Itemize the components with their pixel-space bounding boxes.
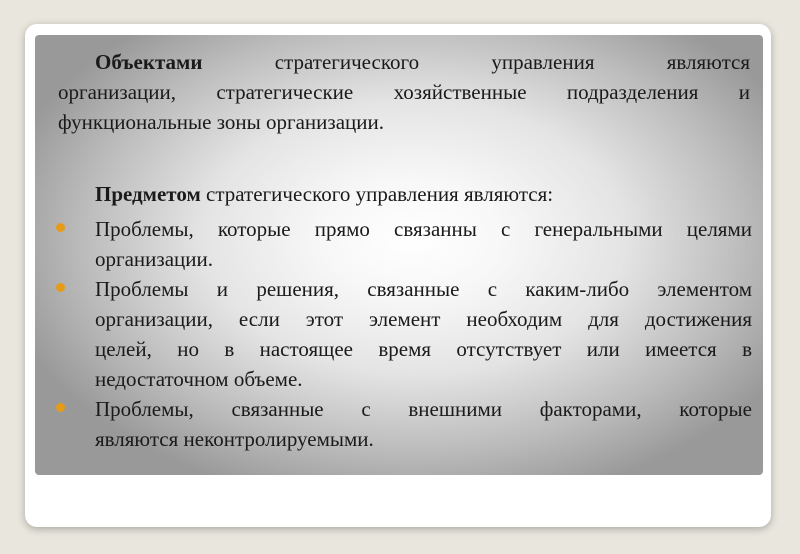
list-item-line: являются неконтролируемыми. <box>95 427 374 451</box>
bullet-list <box>56 214 752 454</box>
list-item-line: Проблемы, связанные с внешними факторами, которые <box>95 397 752 421</box>
list-item <box>56 394 752 454</box>
list-item <box>56 274 752 394</box>
orange-dot-bullet-icon <box>56 223 65 232</box>
objects-paragraph-line-2: организации, стратегические хозяйственные подразделения и <box>58 80 750 104</box>
subject-bold-word: Предметом <box>95 182 201 206</box>
objects-paragraph-line-3: функциональные зоны организации. <box>58 110 384 134</box>
objects-line-1-rest: стратегического управления являются <box>274 50 751 74</box>
orange-dot-bullet-icon <box>56 283 65 292</box>
list-item-line: Проблемы, которые прямо связанны с генеральными целями <box>95 217 752 241</box>
list-item-line: Проблемы и решения, связанные с каким-либо элементом <box>95 277 752 301</box>
orange-dot-bullet-icon <box>56 403 65 412</box>
objects-paragraph-line-1 <box>58 47 750 77</box>
list-item-line: недостаточном объеме. <box>95 367 303 391</box>
list-item <box>56 214 752 274</box>
subject-heading-rest: стратегического управления являются: <box>200 182 554 206</box>
subject-heading <box>95 179 553 209</box>
list-item-line: организации, если этот элемент необходим для достижения <box>95 307 752 331</box>
list-item-line: организации. <box>95 247 213 271</box>
list-item-line: целей, но в настоящее время отсутствует или имеется в <box>95 337 752 361</box>
objects-bold-word: Объектами <box>95 50 203 74</box>
objects-paragraph <box>58 47 750 137</box>
